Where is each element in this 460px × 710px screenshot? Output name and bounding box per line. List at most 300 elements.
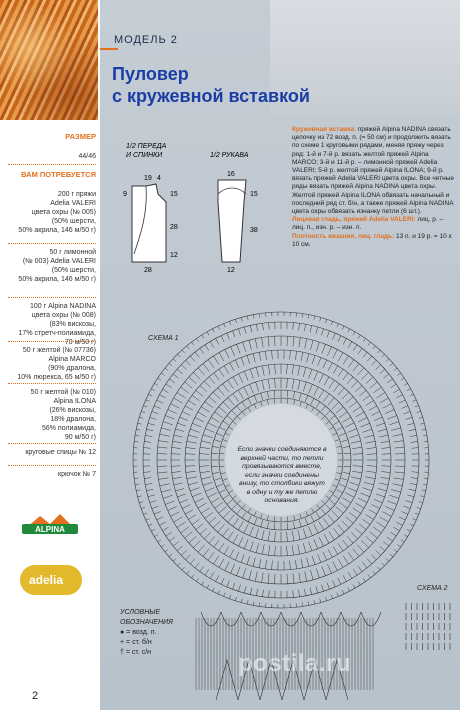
chart-stitch <box>328 515 334 523</box>
chart-stitch <box>343 472 350 473</box>
chart-stitch <box>187 477 197 479</box>
product-photo <box>0 0 98 120</box>
chart-stitch <box>269 590 270 597</box>
sleeve-label: 1/2 РУКАВА <box>210 152 249 159</box>
chart-stitch <box>314 316 315 320</box>
chart-stitch <box>346 517 354 524</box>
material-line: (№ 003) Adelia VALERI <box>22 258 96 265</box>
chart-stitch <box>146 400 150 402</box>
chart-stitch <box>394 447 404 448</box>
chart-stitch <box>163 527 169 531</box>
chart-stitch <box>152 506 159 508</box>
chart-stitch <box>348 588 350 592</box>
chart-stitch <box>374 499 382 503</box>
chart-stitch <box>214 478 221 480</box>
chart-stitch <box>238 521 243 530</box>
chart-stitch <box>250 325 252 332</box>
material-line: (26% вискозы, <box>49 407 96 414</box>
chart-stitch <box>223 495 229 499</box>
chart-stitch <box>322 344 326 353</box>
chart-stitch <box>205 512 213 518</box>
chart-stitch <box>409 429 416 431</box>
material-line: (90% дралона, <box>48 365 96 372</box>
material-line: крючок № 7 <box>58 471 96 478</box>
chart-stitch <box>393 434 403 436</box>
chart-stitch <box>216 338 219 344</box>
chart-stitch <box>141 507 145 508</box>
chart-stitch <box>159 522 165 525</box>
chart-stitch <box>173 441 182 443</box>
adelia-logo <box>20 565 82 595</box>
material-line: 50 г лимонной <box>49 249 96 256</box>
chart-stitch <box>395 466 405 467</box>
chart-stitch <box>182 505 190 509</box>
chart-stitch <box>213 556 218 564</box>
chart-stitch <box>242 412 245 416</box>
chart-stitch <box>187 441 197 443</box>
chart-stitch <box>135 435 139 436</box>
page-title <box>112 63 310 107</box>
chart-stitch <box>308 601 309 605</box>
chart-stitch <box>303 528 306 538</box>
chart-stitch <box>256 543 259 553</box>
chart-stitch <box>151 389 155 391</box>
chart-stitch <box>165 416 174 420</box>
chart-stitch <box>233 377 238 386</box>
chart-stitch <box>287 398 288 403</box>
chart-stitch <box>157 517 163 520</box>
chart-stitch <box>219 507 227 513</box>
chart-stitch <box>185 510 193 514</box>
material-line: 90 м/50 г) <box>64 434 96 441</box>
chart-stitch <box>192 575 194 578</box>
chart-stitch <box>218 590 220 594</box>
chart-stitch <box>201 407 209 413</box>
chart-stitch <box>171 512 180 517</box>
legend-label: = возд. п. <box>126 629 157 636</box>
chart-stitch <box>380 517 389 522</box>
chart-stitch <box>173 559 176 562</box>
dim-28v: 28 <box>170 224 178 231</box>
chart-stitch <box>161 373 164 375</box>
chart-stitch <box>359 524 366 530</box>
chart-stitch <box>237 416 241 420</box>
chart-stitch <box>250 384 254 393</box>
chart-stitch <box>200 528 207 534</box>
chart-stitch <box>177 546 182 551</box>
chart-stitch <box>205 488 214 492</box>
chart-stitch <box>332 433 337 435</box>
chart-stitch <box>223 421 229 425</box>
chart-stitch <box>209 377 215 384</box>
chart-stitch <box>262 573 264 583</box>
chart-stitch <box>181 387 189 393</box>
material-item <box>0 248 96 284</box>
chart-stitch <box>157 454 167 455</box>
chart-stitch <box>363 338 365 341</box>
chart-stitch <box>200 447 210 449</box>
chart-stitch <box>369 510 377 514</box>
chart-stitch <box>321 329 323 336</box>
chart-stitch <box>238 585 240 592</box>
chart-stitch <box>249 340 252 350</box>
chart-stitch <box>381 472 390 473</box>
chart-stitch <box>409 489 416 491</box>
chart-stitch <box>333 546 338 554</box>
chart-stitch <box>358 335 360 338</box>
chart-stitch <box>363 562 367 567</box>
chart-stitch <box>401 378 404 380</box>
chart-stitch <box>333 495 339 499</box>
chart-stitch <box>372 505 380 509</box>
chart-stitch <box>275 532 276 542</box>
chart-stitch <box>312 355 315 364</box>
chart-stitch <box>198 368 205 375</box>
chart-stitch <box>275 364 276 374</box>
chart-stitch <box>216 575 219 581</box>
material-line: 70 м/50 г) <box>64 339 96 346</box>
chart-stitch <box>294 400 295 405</box>
chart-stitch <box>159 441 169 443</box>
chart-stitch <box>135 484 139 485</box>
chart-stitch <box>353 569 357 575</box>
chart-stitch <box>309 527 313 536</box>
chart-stitch <box>344 453 351 454</box>
chart-stitch <box>352 447 362 449</box>
material-line: 200 г пряжи <box>57 191 96 198</box>
chart-stitch <box>267 522 268 529</box>
chart-stitch <box>254 404 256 409</box>
chart-stitch <box>259 352 261 361</box>
chart-stitch <box>168 410 177 414</box>
chart-stitch <box>366 377 373 384</box>
chart-stitch <box>238 329 240 336</box>
chart-stitch <box>177 354 180 357</box>
chart-stitch <box>210 572 214 578</box>
chart-stitch <box>172 447 181 448</box>
chart-stitch <box>154 406 160 409</box>
chart-stitch <box>367 466 377 467</box>
chart-stitch <box>261 393 263 400</box>
chart-stitch <box>329 490 333 493</box>
chart-stitch <box>387 501 396 505</box>
chart-stitch <box>139 502 143 503</box>
chart-stitch <box>180 417 188 421</box>
chart-stitch <box>211 453 218 454</box>
chart-stitch <box>221 336 224 342</box>
chart-stitch <box>328 398 334 406</box>
chart-stitch <box>204 532 210 538</box>
material-line: (50% шерсти, <box>51 267 96 274</box>
chart-stitch <box>212 446 219 447</box>
chart-stitch <box>305 518 308 524</box>
chart-stitch <box>376 365 381 370</box>
chart-stitch <box>267 516 268 521</box>
chart-stitch <box>262 380 264 390</box>
chart-stitch <box>323 360 327 368</box>
chart-stitch <box>244 371 248 380</box>
chart-stitch <box>136 429 140 430</box>
accent-rule <box>100 48 118 50</box>
chart-stitch <box>330 500 335 504</box>
chart-stitch <box>275 378 276 388</box>
chart-stitch <box>379 435 388 437</box>
chart-stitch <box>195 418 204 422</box>
chart-stitch <box>248 516 251 522</box>
chart-stitch <box>331 595 332 599</box>
chart-stitch <box>407 423 414 425</box>
chart-stitch <box>292 379 294 389</box>
chart-stitch <box>326 421 330 424</box>
chart-stitch <box>224 324 226 328</box>
chart-stitch <box>143 513 147 514</box>
center-note: Если значки соединяются в верхней части, то петли провязываются вместе, если значки соединены внизу, то столбики вяжут в одну и ту же петлю основания. <box>237 446 327 504</box>
chart-stitch <box>387 416 396 420</box>
chart-stitch <box>342 392 349 399</box>
legend-title-1: УСЛОВНЫЕ <box>120 609 161 616</box>
chart-stitch <box>303 367 306 377</box>
chart-stitch <box>341 440 348 442</box>
chart-stitch <box>150 417 157 419</box>
chart-stitch <box>185 466 195 467</box>
chart-stitch <box>295 560 296 569</box>
chart-stitch <box>299 323 300 330</box>
chart-stitch <box>338 369 343 376</box>
chart-stitch <box>394 472 404 473</box>
chart-stitch <box>219 353 224 362</box>
chart-stitch <box>205 429 214 433</box>
chart-stitch <box>190 559 195 564</box>
chart-stitch <box>390 363 393 366</box>
material-line: (50% шерсти, <box>51 218 96 225</box>
chart-stitch <box>225 562 230 571</box>
chart-stitch <box>404 412 411 414</box>
sidebar <box>0 0 98 710</box>
chart-stitch <box>413 400 417 402</box>
material-line: Alpina MARCO <box>48 356 96 363</box>
chart-stitch <box>195 562 199 567</box>
chart-stitch <box>404 535 407 537</box>
chart-stitch <box>385 506 394 510</box>
chart-stitch <box>154 511 160 514</box>
materials-heading: ВАМ ПОТРЕБУЕТСЯ <box>21 170 96 179</box>
chart-stitch <box>295 351 296 360</box>
chart-stitch <box>253 601 254 605</box>
chart-stitch <box>407 529 411 531</box>
chart-stitch <box>177 494 185 497</box>
chart-stitch <box>181 365 186 370</box>
dim-16: 16 <box>227 171 235 178</box>
chart-stitch <box>259 602 260 606</box>
chart-stitch <box>316 568 319 578</box>
chart-stitch <box>407 389 411 391</box>
chart-stitch <box>159 478 169 480</box>
chart-stitch <box>253 315 254 319</box>
chart-stitch <box>235 597 236 601</box>
chart-stitch <box>207 332 209 335</box>
chart-stitch <box>312 556 315 565</box>
chart-stitch <box>339 502 347 508</box>
chart-stitch <box>355 386 362 392</box>
chart-stitch <box>348 329 350 333</box>
chart-stitch <box>311 570 314 580</box>
chart-stitch <box>146 429 153 431</box>
chart-stitch <box>316 586 318 593</box>
chart-stitch <box>396 522 402 525</box>
chart-stitch <box>150 500 157 502</box>
chart-stitch <box>160 434 170 436</box>
chart-stitch <box>331 321 332 325</box>
front-piece-outline <box>132 184 166 262</box>
chart-stitch <box>151 529 155 531</box>
chart-stitch <box>219 427 225 430</box>
chart-stitch <box>380 369 385 374</box>
chart-stitch <box>267 400 268 405</box>
chart-stitch <box>262 366 264 376</box>
chart-stitch <box>185 406 193 410</box>
chart-stitch <box>200 471 210 473</box>
chart-stitch <box>311 398 314 404</box>
chart-stitch <box>144 441 151 442</box>
chart-stitch <box>202 582 204 585</box>
chart-stitch <box>369 406 377 410</box>
chart-stitch <box>293 573 294 583</box>
material-item <box>0 388 96 442</box>
stockinette-heading: Лицевая гладь, пряжей Adelia VALERI: <box>292 216 416 224</box>
chart-stitch <box>233 331 235 338</box>
alpina-logo-text: ALPINA <box>35 525 65 534</box>
chart-stitch <box>233 421 237 424</box>
chart-stitch <box>353 364 359 372</box>
chart-stitch <box>262 323 263 330</box>
chart-stitch <box>401 511 407 514</box>
chart-stitch <box>201 477 211 479</box>
chart-stitch <box>256 382 259 392</box>
legend <box>120 608 173 658</box>
chart-stitch <box>301 352 303 361</box>
chart-stitch <box>275 336 276 346</box>
chart-stitch <box>337 473 342 474</box>
chart-stitch <box>365 477 375 479</box>
schema-1-label: СХЕМА 1 <box>148 335 179 342</box>
chart-stitch <box>198 545 205 552</box>
chart-stitch <box>327 331 329 338</box>
chart-stitch <box>209 517 217 524</box>
chart-stitch <box>235 360 239 368</box>
material-line: 56% полиамида, <box>41 425 96 432</box>
chart-stitch <box>338 559 343 568</box>
chart-stitch <box>348 360 354 368</box>
chart-stitch <box>189 536 196 543</box>
chart-stitch <box>339 484 345 487</box>
chart-stitch <box>248 408 251 412</box>
chart-stitch <box>274 398 275 403</box>
chart-stitch <box>351 477 361 479</box>
chart-stitch <box>208 493 217 498</box>
divider <box>8 243 96 244</box>
adelia-logo-text: adelia <box>29 573 64 587</box>
chart-stitch <box>256 367 259 377</box>
chart-stitch <box>299 393 301 400</box>
chart-stitch <box>274 390 275 397</box>
chart-stitch <box>314 539 318 548</box>
chart-stitch <box>237 566 241 575</box>
chart-stitch <box>267 391 268 398</box>
chart-stitch <box>208 360 214 368</box>
chart-stitch <box>169 379 175 383</box>
chart-stitch <box>386 359 389 362</box>
chart-stitch <box>200 348 204 354</box>
chart-stitch <box>241 357 244 365</box>
chart-stitch <box>358 418 367 422</box>
legend-item <box>120 638 173 648</box>
chart-stitch <box>319 374 323 383</box>
chart-stitch <box>255 339 257 349</box>
chart-stitch <box>268 379 270 389</box>
material-line: Adelia VALERI <box>50 200 96 207</box>
material-item <box>0 190 96 235</box>
divider <box>8 383 96 384</box>
chart-stitch <box>203 435 213 438</box>
chart-stitch <box>401 540 404 542</box>
chart-stitch <box>293 391 294 398</box>
chart-stitch <box>187 571 190 574</box>
chart-stitch <box>199 466 209 467</box>
chart-stitch <box>320 317 321 321</box>
chart-stitch <box>377 567 380 570</box>
chart-stitch <box>192 395 199 400</box>
chart-stitch <box>337 446 342 447</box>
chart-stitch <box>358 498 367 502</box>
chart-stitch <box>169 537 175 541</box>
chart-stitch <box>394 368 397 370</box>
divider <box>8 465 96 466</box>
material-line: круговые спицы № 12 <box>25 449 96 456</box>
chart-stitch <box>373 527 381 533</box>
chart-stitch <box>333 562 338 571</box>
chart-stitch <box>348 572 352 578</box>
chart-stitch <box>213 392 220 399</box>
chart-stitch <box>316 512 320 518</box>
chart-stitch <box>293 337 294 347</box>
chart-stitch <box>348 488 357 492</box>
material-item <box>0 346 96 382</box>
chart-stitch <box>227 580 230 586</box>
chart-stitch <box>166 384 172 388</box>
chart-stitch <box>214 440 221 442</box>
chart-stitch <box>321 585 323 592</box>
page-number: 2 <box>32 690 39 702</box>
chart-stitch <box>148 394 152 396</box>
chart-stitch <box>186 360 191 365</box>
chart-stitch <box>348 429 357 433</box>
chart-stitch <box>221 446 226 447</box>
chart-stitch <box>199 454 209 455</box>
chart-stitch <box>225 433 230 435</box>
chart-stitch <box>203 549 209 557</box>
chart-stitch <box>411 448 418 449</box>
chart-stitch <box>358 566 362 572</box>
chart-stitch <box>218 326 220 330</box>
chart-stitch <box>368 575 370 578</box>
chart-stitch <box>192 342 194 345</box>
material-line: 10% люрекса, 65 м/50 г) <box>17 374 96 381</box>
divider <box>8 164 96 165</box>
chart-stitch <box>169 554 172 557</box>
chart-stitch <box>177 522 185 527</box>
front-label-2: И СПИНКИ <box>126 152 163 159</box>
chart-stitch <box>144 478 151 479</box>
